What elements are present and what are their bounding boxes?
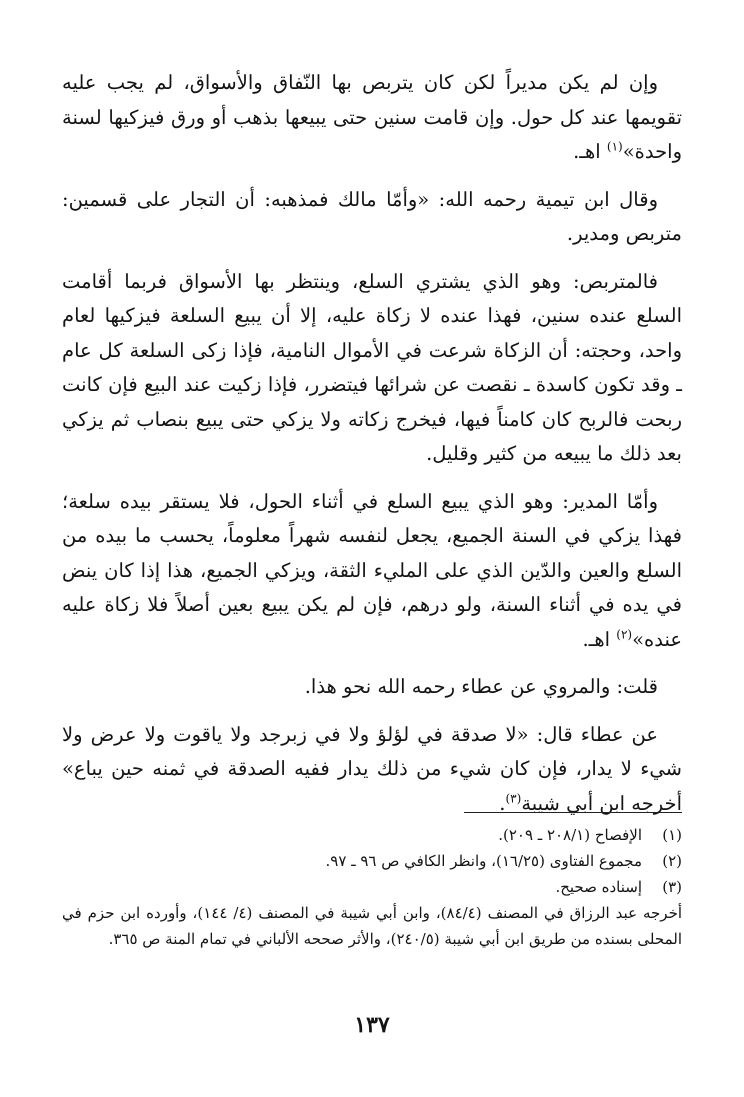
paragraph-4-text: وأمّا المدير: وهو الذي يبيع السلع في أثناء الحول، فلا يستقر بيده سلعة؛ فهذا يزكي في السنة الجميع، يجعل لنفسه شهراً معلوماً، يحسب ما بيده من السلع والعين والدّين الذي على المليء الثقة، ويزكي الجميع، هذا إذا كان ينض في يده في أثناء السنة، ولو درهم، فإن لم يكن يبيع بعين أصلاً فلا زكاة عليه عنده» bbox=[62, 489, 682, 651]
footnote-ref-2: (٢) bbox=[616, 627, 633, 641]
footnote-number: (٣) bbox=[662, 878, 682, 896]
footnote-ref-3: (٣) bbox=[505, 791, 522, 805]
main-text bbox=[62, 66, 682, 834]
paragraph-6 bbox=[62, 718, 682, 822]
footnote-3 bbox=[62, 874, 682, 900]
footnote-3-detail: أخرجه عبد الرزاق في المصنف (٨٤/٤)، وابن أبي شيبة في المصنف (٤/ ١٤٤)، وأورده ابن حزم في المحلى بسنده من طريق ابن أبي شيبة (٢٤٠/٥)، والأثر صححه الألباني في تمام المنة ص ٣٦٥. bbox=[62, 904, 683, 948]
footnote-divider bbox=[464, 812, 682, 813]
paragraph-1-end: اهـ. bbox=[573, 140, 607, 163]
paragraph-6-text: عن عطاء قال: «لا صدقة في لؤلؤ ولا في زبرجد ولا ياقوت ولا عرض ولا شيء لا يدار، فإن كان شيء من ذلك يدار ففيه الصدقة في ثمنه حين يباع» أخرجه ابن أبي شيبة bbox=[62, 722, 682, 815]
paragraph-1 bbox=[62, 66, 682, 170]
footnote-text: إسناده صحيح. bbox=[555, 878, 642, 896]
paragraph-2: وقال ابن تيمية رحمه الله: «وأمّا مالك فمذهبه: أن التجار على قسمين: متربص ومدير. bbox=[62, 187, 682, 245]
footnote-1 bbox=[62, 822, 682, 848]
paragraph-6-end: . bbox=[499, 791, 506, 815]
page-number: ١٣٧ bbox=[354, 1012, 390, 1038]
paragraph-3: فالمتربص: وهو الذي يشتري السلع، وينتظر بها الأسواق فربما أقامت السلع عنده سنين، فهذا عنده لا زكاة عليه، إلا أن يبيع السلعة فيزكيها لعام واحد، وحجته: أن الزكاة شرعت في الأموال النامية، فإذا زكى السلعة كل عام ـ وقد تكون كاسدة ـ نقصت عن شرائها فيتضرر، فإذا زكيت عند البيع فإن كانت ربحت فالربح كان كامناً فيها، فيخرج زكاته ولا يزكي حتى يبيع بنصاب ثم يزكي بعد ذلك ما يبيعه من كثير وقليل. bbox=[62, 269, 682, 465]
footnote-number: (١) bbox=[662, 826, 682, 844]
paragraph-4 bbox=[62, 485, 682, 658]
footnotes bbox=[62, 822, 682, 952]
paragraph-5: قلت: والمروي عن عطاء رحمه الله نحو هذا. bbox=[304, 675, 658, 698]
paragraph-1-text: وإن لم يكن مديراً لكن كان يتربص بها النّفاق والأسواق، لم يجب عليه تقويمها عند كل حول. وإن قامت سنين حتى يبيعها بذهب أو ورق فيزكيها لسنة واحدة» bbox=[62, 71, 682, 163]
footnote-number: (٢) bbox=[662, 852, 682, 870]
paragraph-4-end: اهـ. bbox=[582, 627, 617, 651]
footnote-text: الإفصاح (٢٠٨/١ ـ ٢٠٩). bbox=[498, 826, 642, 844]
footnote-2 bbox=[62, 848, 682, 874]
footnote-ref-1: (١) bbox=[606, 139, 623, 154]
footnote-text: مجموع الفتاوى (١٦/٢٥)، وانظر الكافي ص ٩٦ ـ ٩٧. bbox=[325, 852, 642, 870]
